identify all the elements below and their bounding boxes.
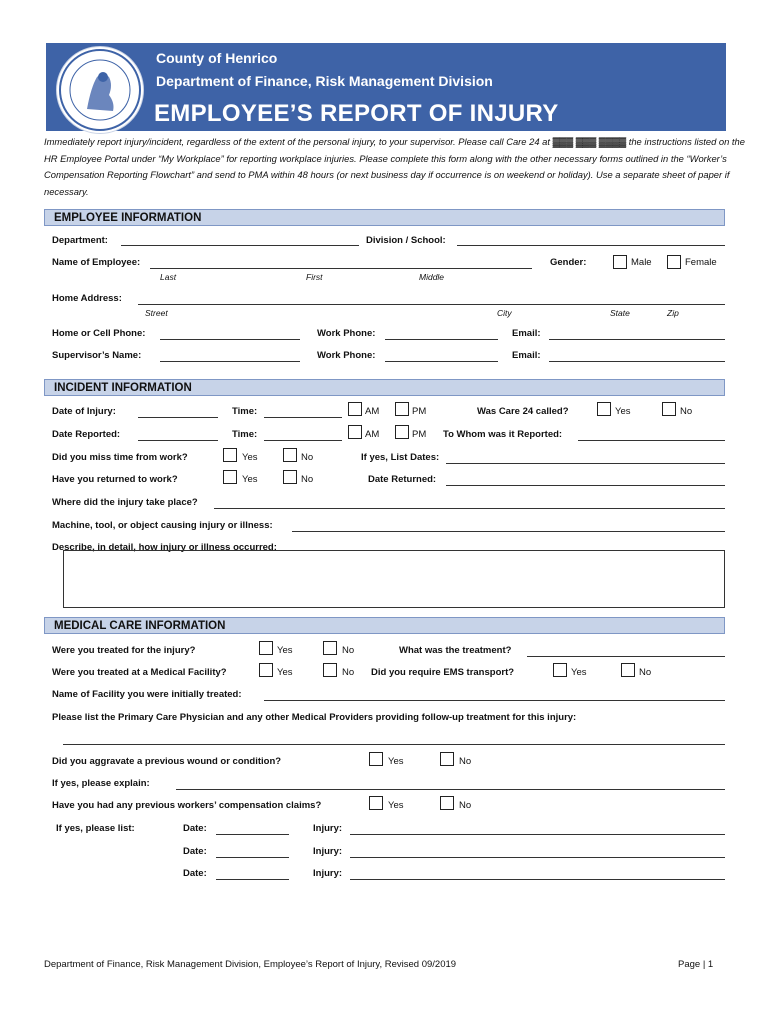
to-whom-label: To Whom was it Reported: [443,429,563,440]
claim-date-field[interactable] [216,834,289,835]
email-field[interactable] [549,339,725,340]
to-whom-field[interactable] [578,440,725,441]
home-phone-field[interactable] [160,339,300,340]
ems-no-checkbox[interactable] [621,663,635,677]
miss-time-yes-checkbox[interactable] [223,448,237,462]
date-reported-label: Date Reported: [52,429,121,440]
work-phone-field[interactable] [385,339,498,340]
employee-name-field[interactable] [150,268,532,269]
male-label: Male [631,257,652,268]
where-label: Where did the injury take place? [52,497,198,508]
am2-checkbox[interactable] [348,425,362,439]
address-field[interactable] [138,304,725,305]
care24-no-checkbox[interactable] [662,402,676,416]
machine-label: Machine, tool, or object causing injury or illness: [52,520,273,531]
am-checkbox[interactable] [348,402,362,416]
ems-yes-checkbox[interactable] [553,663,567,677]
claim-injury-label: Injury: [313,846,343,857]
aggravate-yes-label: Yes [388,756,404,767]
medical-section-header: MEDICAL CARE INFORMATION [44,617,725,634]
supervisor-email-label: Email: [512,350,541,361]
department-name: Department of Finance, Risk Management Division [156,73,493,89]
claim-injury-label: Injury: [313,823,343,834]
ems-yes-label: Yes [571,667,587,678]
pm-checkbox[interactable] [395,402,409,416]
date-injury-field[interactable] [138,417,218,418]
pm2-checkbox[interactable] [395,425,409,439]
ems-no-label: No [639,667,652,678]
care24-yes-checkbox[interactable] [597,402,611,416]
claim-date-field[interactable] [216,879,289,880]
page-number: Page | 1 [678,959,714,970]
employee-section-header: EMPLOYEE INFORMATION [44,209,725,226]
date-reported-field[interactable] [138,440,218,441]
claim-date-label: Date: [183,846,207,857]
time-label: Time: [232,406,258,417]
treated-label: Were you treated for the injury? [52,645,196,656]
treatment-label: What was the treatment? [399,645,512,656]
claim-date-field[interactable] [216,857,289,858]
city-sublabel: City [497,308,512,318]
physician-field[interactable] [63,744,725,745]
last-sublabel: Last [160,272,177,282]
date-returned-label: Date Returned: [368,474,437,485]
previous-no-label: No [459,800,472,811]
previous-yes-label: Yes [388,800,404,811]
time-field[interactable] [264,417,342,418]
care24-label: Was Care 24 called? [477,406,569,417]
miss-time-no-label: No [301,452,314,463]
claim-injury-field[interactable] [350,879,725,880]
division-label: Division / School: [366,235,446,246]
am-label: AM [365,406,380,417]
zip-sublabel: Zip [667,308,679,318]
aggravate-label: Did you aggravate a previous wound or condition? [52,756,282,767]
previous-no-checkbox[interactable] [440,796,454,810]
facility-yes-checkbox[interactable] [259,663,273,677]
care24-yes-label: Yes [615,406,631,417]
employee-name-label: Name of Employee: [52,257,141,268]
care24-no-label: No [680,406,693,417]
supervisor-field[interactable] [160,361,300,362]
footer-text: Department of Finance, Risk Management Division, Employee’s Report of Injury, Revised 09/2019 [44,959,457,970]
time2-field[interactable] [264,440,342,441]
supervisor-phone-label: Work Phone: [317,350,376,361]
list-dates-label: If yes, List Dates: [361,452,440,463]
female-label: Female [685,257,717,268]
supervisor-label: Supervisor’s Name: [52,350,142,361]
facility-no-checkbox[interactable] [323,663,337,677]
explain-label: If yes, please explain: [52,778,150,789]
facility-name-label: Name of Facility you were initially treated: [52,689,242,700]
date-injury-label: Date of Injury: [52,406,116,417]
explain-field[interactable] [176,789,725,790]
claim-injury-label: Injury: [313,868,343,879]
first-sublabel: First [306,272,323,282]
home-phone-label: Home or Cell Phone: [52,328,146,339]
state-sublabel: State [610,308,630,318]
claim-date-label: Date: [183,823,207,834]
facility-name-field[interactable] [264,700,725,701]
returned-yes-checkbox[interactable] [223,470,237,484]
treated-no-checkbox[interactable] [323,641,337,655]
treated-yes-checkbox[interactable] [259,641,273,655]
email-label: Email: [512,328,541,339]
street-sublabel: Street [145,308,168,318]
please-list-label: If yes, please list: [56,823,135,834]
facility-no-label: No [342,667,355,678]
returned-no-label: No [301,474,314,485]
ems-label: Did you require EMS transport? [371,667,515,678]
describe-textarea[interactable] [63,550,725,608]
intro-paragraph: Immediately report injury/incident, regardless of the extent of the personal injury, to your supervisor. Please call Care 24 at ▓▓▓ ▓▓▓ ▓▓▓▓ the instructions listed on the HR Employee Portal under “My Workplace” for reporting workplace injuries. Please complete this form along with the other necessary forms outlined in the “Worker’s Compensation Reporting Flowchart” and send to PMA within 48 hours (or next business day if occurrence is on weekend or holiday). Use a separate sheet of paper if necessary. [44,136,745,197]
address-label: Home Address: [52,293,122,304]
facility-question-label: Were you treated at a Medical Facility? [52,667,227,678]
form-title: EMPLOYEE’S REPORT OF INJURY [154,100,559,127]
returned-no-checkbox[interactable] [283,470,297,484]
treated-no-label: No [342,645,355,656]
county-name: County of Henrico [156,50,278,66]
treatment-field[interactable] [527,656,725,657]
facility-yes-label: Yes [277,667,293,678]
female-checkbox[interactable] [667,255,681,269]
previous-yes-checkbox[interactable] [369,796,383,810]
aggravate-no-label: No [459,756,472,767]
aggravate-yes-checkbox[interactable] [369,752,383,766]
miss-time-no-checkbox[interactable] [283,448,297,462]
aggravate-no-checkbox[interactable] [440,752,454,766]
supervisor-email-field[interactable] [549,361,725,362]
returned-yes-label: Yes [242,474,258,485]
machine-field[interactable] [292,531,725,532]
claim-injury-field[interactable] [350,834,725,835]
claim-injury-field[interactable] [350,857,725,858]
where-field[interactable] [214,508,725,509]
work-phone-label: Work Phone: [317,328,376,339]
claim-date-label: Date: [183,868,207,879]
division-field[interactable] [457,245,725,246]
date-returned-field[interactable] [446,485,725,486]
time2-label: Time: [232,429,258,440]
list-dates-field[interactable] [446,463,725,464]
middle-sublabel: Middle [419,272,445,282]
supervisor-phone-field[interactable] [385,361,498,362]
incident-section-header: INCIDENT INFORMATION [44,379,725,396]
pm2-label: PM [412,429,427,440]
department-field[interactable] [121,245,359,246]
physician-label: Please list the Primary Care Physician and any other Medical Providers providing follow-up treatment for this injury: [52,712,577,723]
male-checkbox[interactable] [613,255,627,269]
county-seal-icon [56,46,144,134]
department-label: Department: [52,235,108,246]
returned-label: Have you returned to work? [52,474,178,485]
describe-label: Describe, in detail, how injury or illness occurred: [52,542,277,553]
previous-claims-label: Have you had any previous workers’ compensation claims? [52,800,322,811]
miss-time-yes-label: Yes [242,452,258,463]
miss-time-label: Did you miss time from work? [52,452,188,463]
treated-yes-label: Yes [277,645,293,656]
gender-label: Gender: [550,257,587,268]
am2-label: AM [365,429,380,440]
pm-label: PM [412,406,427,417]
